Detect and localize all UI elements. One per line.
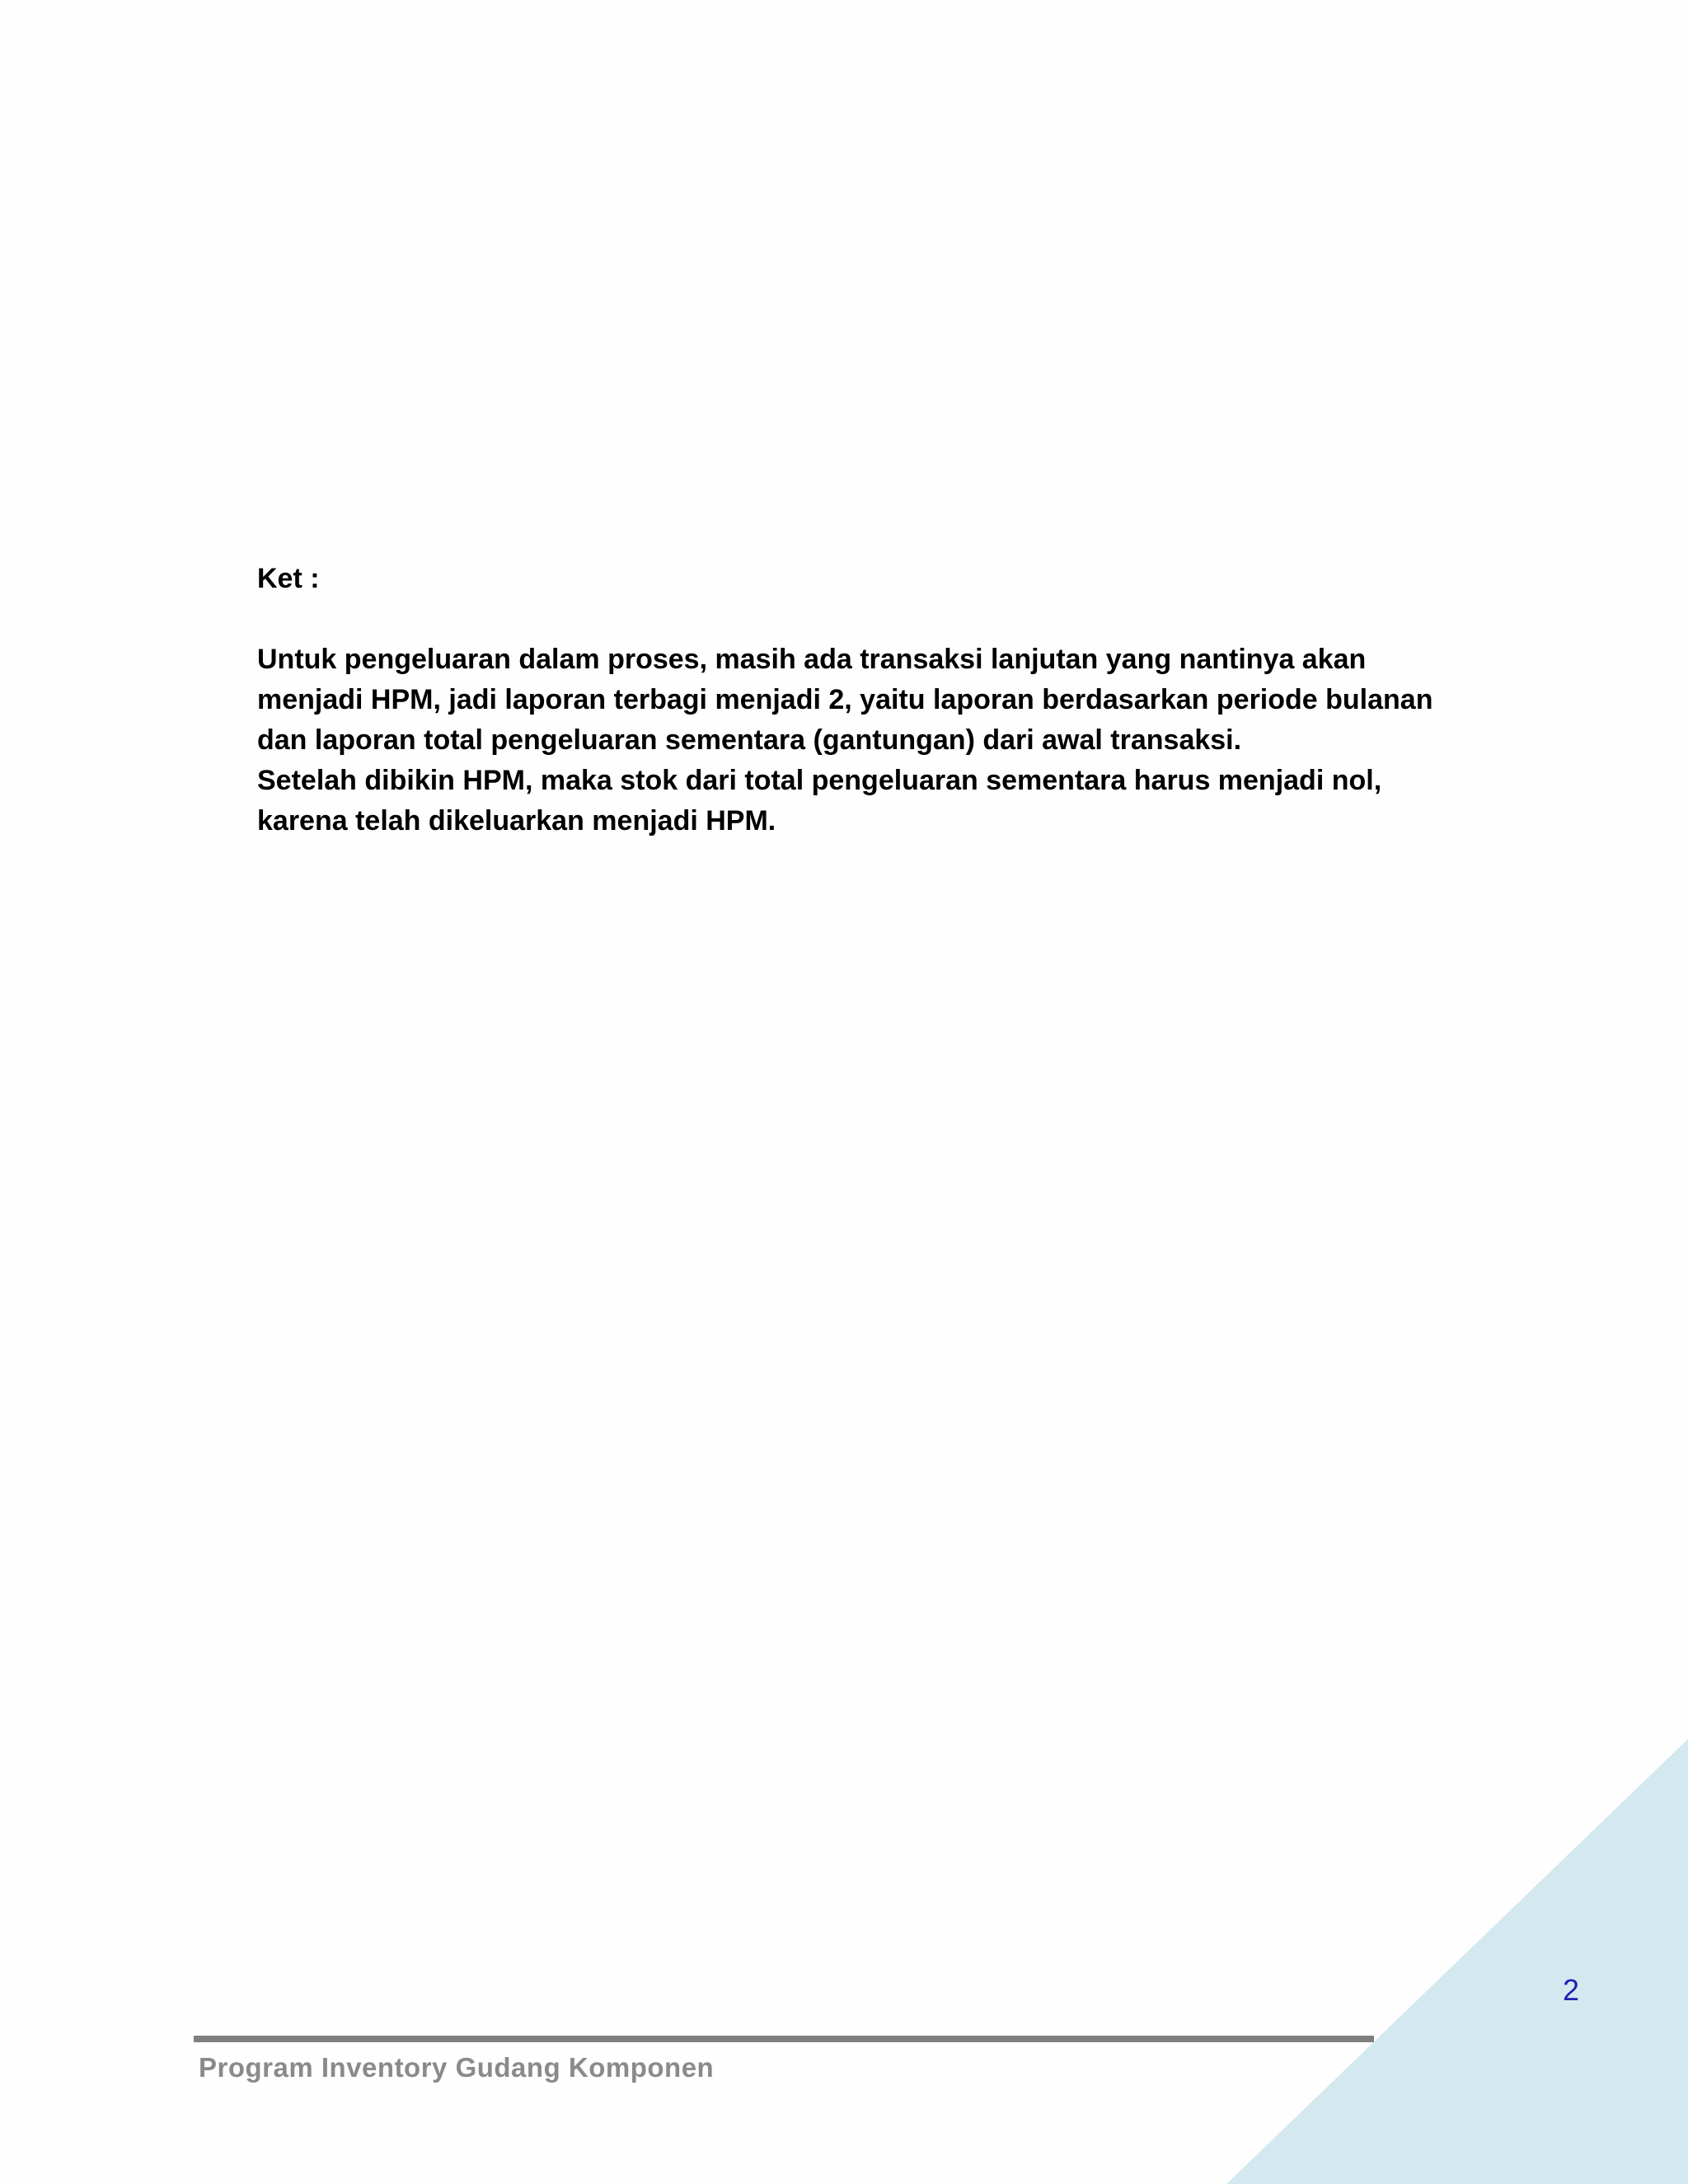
footer-divider (194, 2036, 1374, 2042)
page-number: 2 (1563, 1973, 1580, 2007)
corner-decoration (1226, 1739, 1688, 2184)
body-paragraph-1: Untuk pengeluaran dalam proses, masih ada transaksi lanjutan yang nantinya akan menjadi HPM, jadi laporan terbagi menjadi 2, yaitu laporan berdasarkan periode bulanan dan laporan total pengeluaran sementara (gantungan) dari awal transaksi. (257, 644, 1433, 756)
page-body (257, 559, 1543, 841)
body-paragraph-2: Setelah dibikin HPM, maka stok dari total pengeluaran sementara harus menjadi nol, karena telah dikeluarkan menjadi HPM. (257, 765, 1382, 837)
ket-label: Ket : (257, 563, 320, 594)
footer-title: Program Inventory Gudang Komponen (199, 2052, 715, 2083)
